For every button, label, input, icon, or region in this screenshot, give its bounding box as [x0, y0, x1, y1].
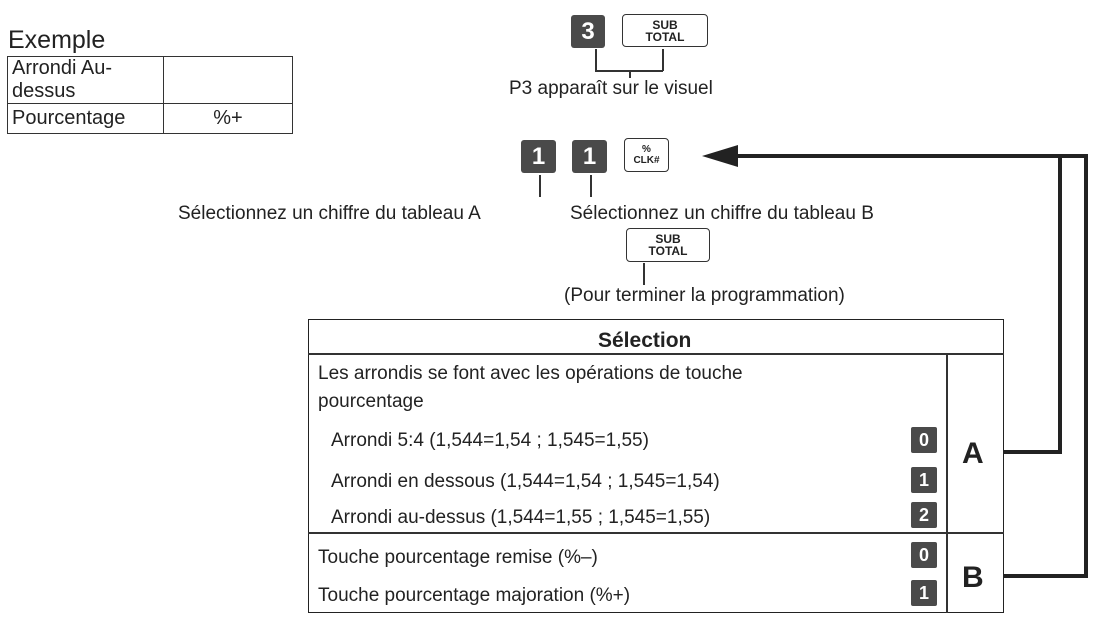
option-a-0-key: 0 — [911, 427, 937, 453]
option-b-0-label: Touche pourcentage remise (%–) — [318, 547, 598, 568]
section-a-letter: A — [962, 437, 984, 470]
example-value: %+ — [164, 104, 293, 134]
example-label-text: Arrondi Au-dessus — [12, 57, 113, 102]
key-1-b: 1 — [572, 140, 607, 173]
arrow-line-a — [1004, 156, 1060, 452]
section-a-intro-2: pourcentage — [318, 391, 424, 412]
step2-caption-b: Sélectionnez un chiffre du tableau B — [570, 203, 874, 224]
option-a-2-key: 2 — [911, 502, 937, 528]
example-title: Exemple — [8, 26, 106, 54]
table-rule — [308, 532, 1004, 534]
percent-clk-key-line2: CLK# — [633, 155, 660, 166]
option-a-1-label: Arrondi en dessous (1,544=1,54 ; 1,545=1,54) — [331, 471, 720, 492]
option-b-0-key: 0 — [911, 542, 937, 568]
section-b-letter: B — [962, 561, 984, 594]
table-rule — [946, 353, 948, 613]
step3-caption: (Pour terminer la programmation) — [564, 285, 845, 306]
example-label: Pourcentage — [8, 104, 164, 134]
key-3: 3 — [571, 15, 605, 48]
option-b-1-label: Touche pourcentage majoration (%+) — [318, 585, 631, 606]
option-a-0-label: Arrondi 5:4 (1,544=1,54 ; 1,545=1,55) — [331, 430, 649, 451]
subtotal-key-line2: TOTAL — [645, 29, 685, 44]
key-1-a: 1 — [521, 140, 556, 173]
arrow-head — [702, 145, 738, 167]
percent-clk-key-line1: % — [642, 144, 651, 155]
table-rule — [308, 353, 1004, 355]
option-b-1-key: 1 — [911, 580, 937, 606]
option-a-2-label: Arrondi au-dessus (1,544=1,55 ; 1,545=1,55) — [331, 507, 711, 528]
section-a-intro-1: Les arrondis se font avec les opérations de touche — [318, 363, 743, 384]
subtotal-key-line1: SUB — [652, 17, 678, 32]
subtotal-key-line1: SUB — [655, 232, 681, 246]
subtotal-key-line2: TOTAL — [648, 244, 688, 258]
step1-caption: P3 apparaît sur le visuel — [509, 78, 713, 99]
selection-header: Sélection — [598, 329, 692, 352]
option-a-1-key: 1 — [911, 467, 937, 493]
step2-caption-a: Sélectionnez un chiffre du tableau A — [178, 203, 481, 224]
